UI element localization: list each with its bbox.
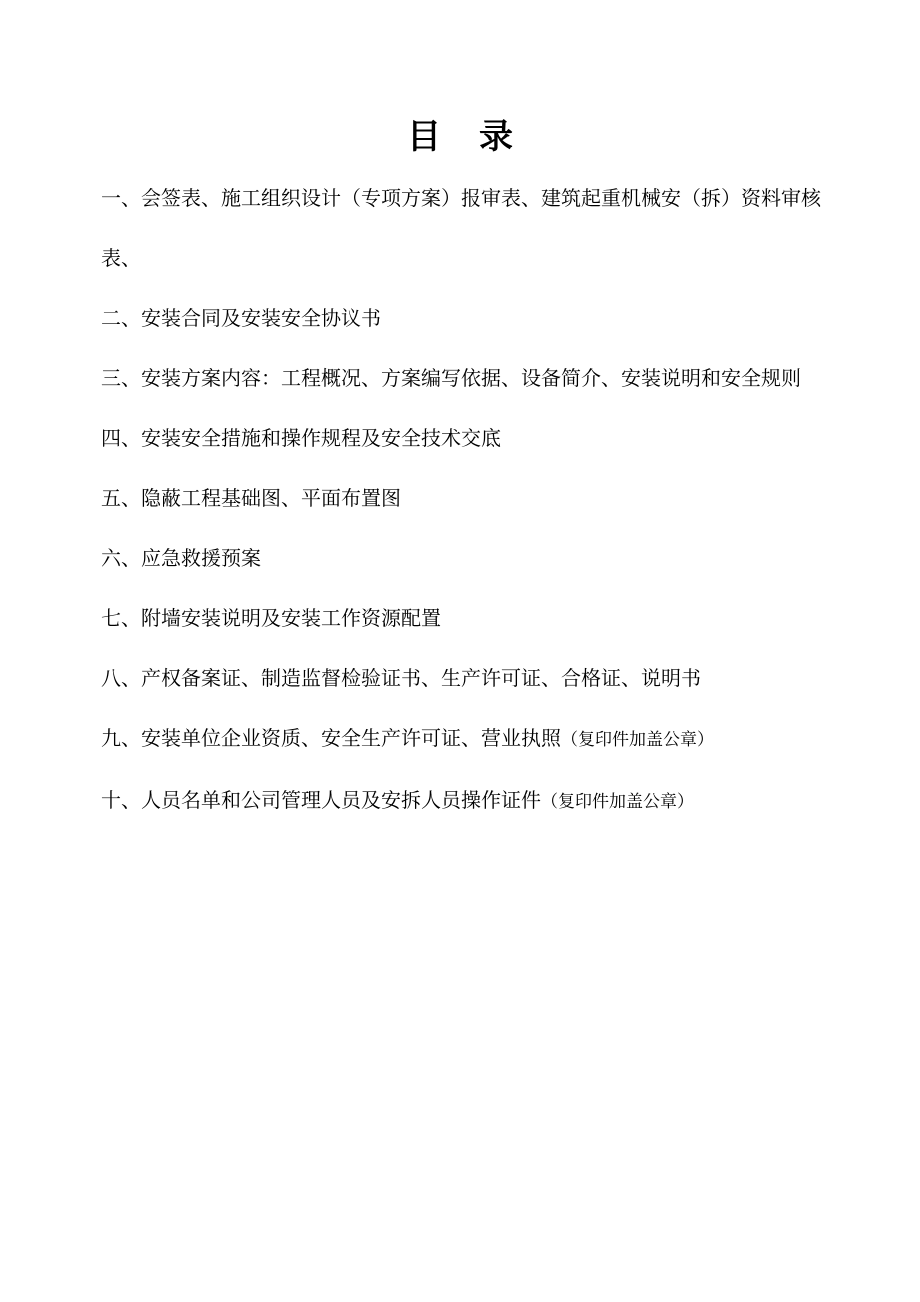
- toc-item-8: [101, 648, 825, 708]
- toc-item-1: [101, 168, 825, 288]
- toc-item-text: 二、安装合同及安装安全协议书: [101, 306, 381, 330]
- toc-item-5: [101, 468, 825, 528]
- toc-item-text: 五、隐蔽工程基础图、平面布置图: [101, 486, 401, 510]
- toc-item-text: 三、安装方案内容：工程概况、方案编写依据、设备简介、安装说明和安全规则: [101, 366, 801, 390]
- toc-item-7: [101, 588, 825, 648]
- toc-item-note: （复印件加盖公章）: [541, 792, 694, 812]
- page-title-left: 目: [407, 117, 441, 157]
- toc-item-note: （复印件加盖公章）: [561, 730, 714, 750]
- toc-item-text: 六、应急救援预案: [101, 546, 261, 570]
- toc-item-10: [101, 770, 825, 832]
- table-of-contents: [101, 168, 825, 832]
- toc-item-4: [101, 408, 825, 468]
- toc-item-text: 七、附墙安装说明及安装工作资源配置: [101, 606, 441, 630]
- toc-item-text: 十、人员名单和公司管理人员及安拆人员操作证件: [101, 788, 541, 812]
- toc-item-text: 一、会签表、施工组织设计（专项方案）报审表、建筑起重机械安（拆）资料审核表、: [101, 186, 821, 270]
- toc-item-text: 九、安装单位企业资质、安全生产许可证、营业执照: [101, 726, 561, 750]
- toc-item-9: [101, 708, 825, 770]
- toc-item-text: 八、产权备案证、制造监督检验证书、生产许可证、合格证、说明书: [101, 666, 701, 690]
- toc-item-6: [101, 528, 825, 588]
- page-title-right: 录: [479, 117, 513, 157]
- toc-item-2: [101, 288, 825, 348]
- page-title: [0, 112, 920, 162]
- toc-item-3: [101, 348, 825, 408]
- toc-item-text: 四、安装安全措施和操作规程及安全技术交底: [101, 426, 501, 450]
